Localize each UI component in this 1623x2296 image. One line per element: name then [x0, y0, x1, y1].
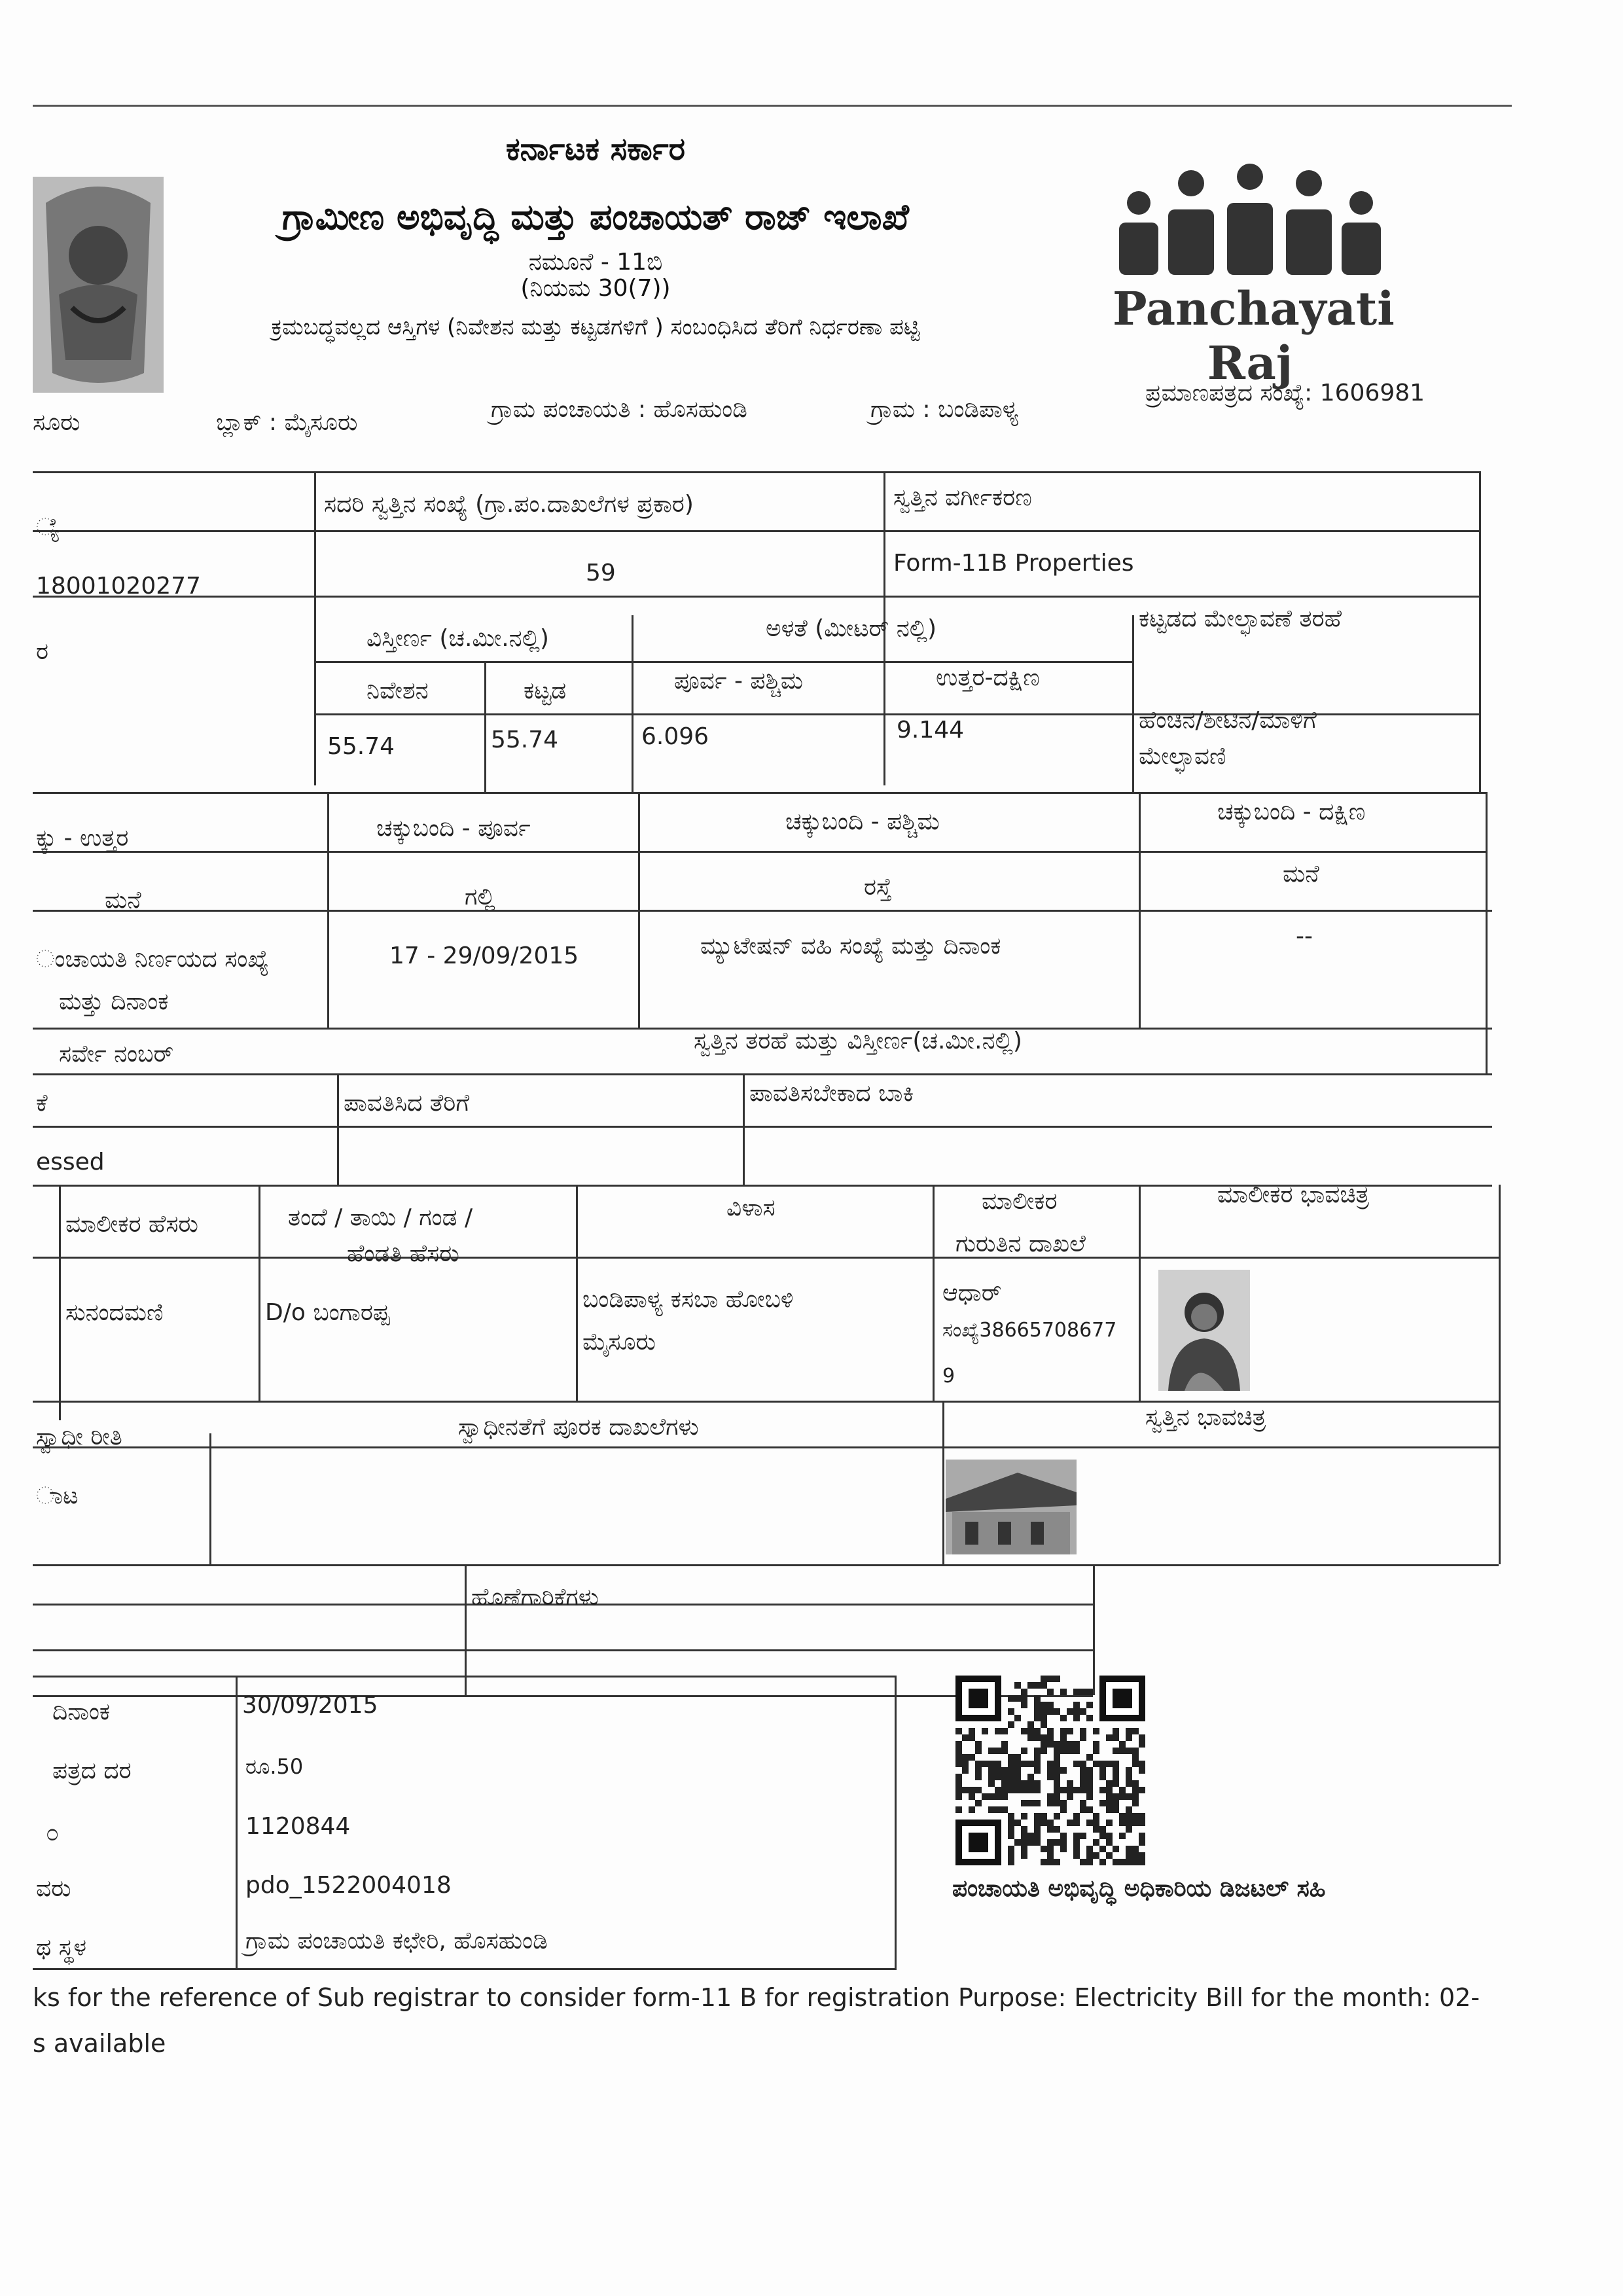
tax-label: ಕೆ: [36, 1090, 48, 1117]
owner-photo-label: ಮಾಲೀಕರ ಭಾವಚಿತ್ರ: [1217, 1181, 1370, 1208]
owner-id-value-2: ಸಂಖ್ಯೆ38665708677: [942, 1319, 1117, 1342]
property-number-label: ಸದರಿ ಸ್ವತ್ತಿನ ಸಂಖ್ಯೆ (ಗ್ರಾ.ಪಂ.ದಾಖಲೆಗಳ ಪ್ರಕಾರ): [324, 491, 694, 518]
number-label: ೦: [46, 1820, 60, 1846]
village: ಗ್ರಾಮ : ಬಂಡಿಪಾಳ್ಯ: [870, 396, 1019, 423]
mutation-value: --: [1296, 923, 1313, 950]
gram-panchayat: ಗ್ರಾಮ ಪಂಚಾಯತಿ : ಹೊಸಹುಂಡಿ: [491, 396, 747, 423]
digital-signature-label: ಪಂಚಾಯತಿ ಅಭಿವೃದ್ಧಿ ಅಧಿಕಾರಿಯ ಡಿಜಟಲ್ ಸಹಿ: [952, 1875, 1326, 1902]
site-area-value: 55.74: [327, 733, 395, 760]
resolution-value: 17 - 29/09/2015: [389, 942, 579, 969]
district: ಸೂರು: [33, 409, 80, 436]
boundary-north-value: ಮನೆ: [105, 887, 141, 914]
assessed-label: essed: [36, 1149, 105, 1175]
boundary-north-label: ಕ್ಕು - ಉತ್ತರ: [36, 825, 129, 852]
government-title: ಕರ್ನಾಟಕ ಸರ್ಕಾರ: [505, 131, 686, 168]
property-photo: [946, 1460, 1077, 1554]
owner-name-label: ಮಾಲೀಕರ ಹೆಸರು: [65, 1211, 198, 1238]
owner-name-value: ಸುನಂದಮಣಿ: [65, 1299, 164, 1326]
roof-type-value-2: ಮೇಲ್ಛಾವಣಿ: [1139, 743, 1226, 770]
fee-label: ಪತ್ರದ ದರ: [52, 1757, 132, 1784]
address-value-2: ಮೈಸೂರು: [582, 1329, 656, 1355]
owner-id-label-1: ಮಾಲೀಕರ: [982, 1188, 1058, 1215]
panchayati-raj-logo: [1113, 164, 1395, 390]
resolution-label-1: ಂಚಾಯತಿ ನಿರ್ಣಯದ ಸಂಖ್ಯೆ: [36, 946, 269, 973]
number-value: 1120844: [245, 1813, 351, 1840]
issue-details-box: [33, 1676, 897, 1970]
resolution-label-2: ಮತ್ತು ದಿನಾಂಕ: [59, 988, 169, 1015]
tax-due-label: ಪಾವತಿಸಬೇಕಾದ ಬಾಕಿ: [749, 1080, 914, 1107]
boundary-west-label: ಚಕ್ಕುಬಂದಿ - ಪಶ್ಚಿಮ: [785, 808, 940, 835]
site-area-label: ನಿವೇಶನ: [366, 677, 429, 704]
issue-date-value: 30/09/2015: [242, 1692, 378, 1719]
issue-date-label: ದಿನಾಂಕ: [52, 1698, 111, 1725]
certificate-number: ಪ್ರಮಾಣಪತ್ರದ ಸಂಖ್ಯೆ: 1606981: [1145, 380, 1425, 406]
form-number: ನಮೂನೆ - 11ಬಿ: [528, 249, 663, 276]
relation-label-1: ತಂದೆ / ತಾಯಿ / ಗಂಡ /: [288, 1204, 473, 1231]
issue-place-label: ಥ ಸ್ಥಳ: [36, 1934, 86, 1961]
qr-code: [955, 1676, 1145, 1865]
dimension-header: ಅಳತೆ (ಮೀಟರ್ ನಲ್ಲಿ): [766, 615, 937, 642]
boundary-east-label: ಚಕ್ಕುಬಂದಿ - ಪೂರ್ವ: [376, 815, 531, 842]
building-area-value: 55.74: [491, 726, 559, 753]
property-id-value: 18001020277: [36, 573, 201, 600]
footer-remark-2: s available: [33, 2029, 166, 2058]
issued-by-label: ವರು: [36, 1875, 71, 1902]
owner-id-value-1: ಆಧಾರ್: [942, 1280, 1002, 1306]
area-header: ವಿಸ್ತೀರ್ಣ (ಚ.ಮೀ.ನಲ್ಲಿ): [366, 625, 549, 652]
property-type-area-label: ಸ್ವತ್ತಿನ ತರಹೆ ಮತ್ತು ವಿಸ್ತೀರ್ಣ(ಚ.ಮೀ.ನಲ್ಲಿ): [694, 1028, 1022, 1054]
mutation-label: ಮ್ಯುಟೇಷನ್ ವಹಿ ಸಂಖ್ಯೆ ಮತ್ತು ದಿನಾಂಕ: [700, 933, 1001, 960]
north-south-value: 9.144: [897, 717, 965, 744]
relation-label-2: ಹೆಂಡತಿ ಹೆಸರು: [347, 1240, 459, 1267]
boundary-south-value: ಮನೆ: [1283, 861, 1319, 888]
rule-number: (ನಿಯಮ 30(7)): [520, 275, 671, 302]
property-classification-label: ಸ್ವತ್ತಿನ ವರ್ಗೀಕರಣ: [893, 484, 1032, 511]
east-west-value: 6.096: [641, 723, 709, 750]
property-number-value: 59: [586, 560, 616, 586]
owner-id-label-2: ಗುರುತಿನ ದಾಖಲೆ: [955, 1230, 1086, 1257]
address-label: ವಿಳಾಸ: [726, 1194, 776, 1221]
north-south-label: ಉತ್ತರ-ದಕ್ಷಿಣ: [936, 664, 1040, 691]
details-label: ರ: [36, 638, 49, 665]
east-west-label: ಪೂರ್ವ - ಪಶ್ಚಿಮ: [674, 668, 804, 694]
property-id-label: ್ಯೆ: [36, 514, 59, 541]
possession-documents-label: ಸ್ವಾಧೀನತೆಗೆ ಪೂರಕ ದಾಖಲೆಗಳು: [458, 1414, 699, 1441]
owner-id-value-3: 9: [942, 1365, 955, 1388]
address-value-1: ಬಂಡಿಪಾಳ್ಯ ಕಸಬಾ ಹೋಬಳಿ: [582, 1286, 794, 1313]
fee-value: ರೂ.50: [245, 1754, 304, 1779]
roof-type-header: ಕಟ್ಟಡದ ಮೇಲ್ಛಾವಣೆ ತರಹೆ: [1139, 605, 1342, 632]
logo-text: Panchayati Raj: [1113, 281, 1395, 390]
property-classification-value: Form-11B Properties: [893, 550, 1134, 577]
issue-place-value: ಗ್ರಾಮ ಪಂಚಾಯತಿ ಕಛೇರಿ, ಹೊಸಹುಂಡಿ: [245, 1928, 548, 1954]
footer-remark-1: ks for the reference of Sub registrar to consider form-11 B for registration Purpose: Electricity Bill for the month: 02-: [33, 1983, 1480, 2012]
boundary-west-value: ರಸ್ತೆ: [864, 874, 892, 901]
issued-by-value: pdo_1522004018: [245, 1872, 452, 1899]
possession-method-value: ಾಟ: [36, 1482, 79, 1509]
liabilities-label: ಹೊಣೆಗಾರಿಕೆಗಳು: [471, 1584, 599, 1611]
form-subtitle: ಕ್ರಮಬದ್ಧವಲ್ಲದ ಆಸ್ತಿಗಳ (ನಿವೇಶನ ಮತ್ತು ಕಟ್ಟಡಗಳಿಗೆ ) ಸಂಬಂಧಿಸಿದ ತೆರಿಗೆ ನಿರ್ಧರಣಾ ಪಟ್ಟಿ: [271, 314, 920, 340]
owner-photo: [1158, 1270, 1250, 1391]
tax-paid-label: ಪಾವತಿಸಿದ ತೆರಿಗೆ: [344, 1090, 470, 1117]
boundary-east-value: ಗಲ್ಲಿ: [465, 884, 495, 910]
boundary-south-label: ಚಕ್ಕುಬಂದಿ - ದಕ್ಷಿಣ: [1217, 798, 1366, 825]
department-title: ಗ್ರಾಮೀಣ ಅಭಿವೃದ್ಧಿ ಮತ್ತು ಪಂಚಾಯತ್ ರಾಜ್ ಇಲಾಖೆ: [282, 196, 909, 238]
survey-number-label: ಸರ್ವೇ ನಂಬರ್: [59, 1041, 174, 1067]
building-area-label: ಕಟ್ಟಡ: [524, 677, 567, 704]
relation-value: D/o ಬಂಗಾರಪ್ಪ: [265, 1299, 390, 1326]
roof-type-value-1: ಹೆಂಚಿನ/ಶೀಟಿನ/ಮಾಳಿಗೆ: [1139, 707, 1317, 734]
possession-method-label: ಸ್ವಾಧೀ ರೀತಿ: [36, 1424, 122, 1450]
top-rule: [33, 105, 1512, 107]
block: ಬ್ಲಾಕ್ : ಮೈಸೂರು: [216, 409, 358, 436]
property-photo-label: ಸ್ವತ್ತಿನ ಭಾವಚಿತ್ರ: [1145, 1404, 1266, 1431]
